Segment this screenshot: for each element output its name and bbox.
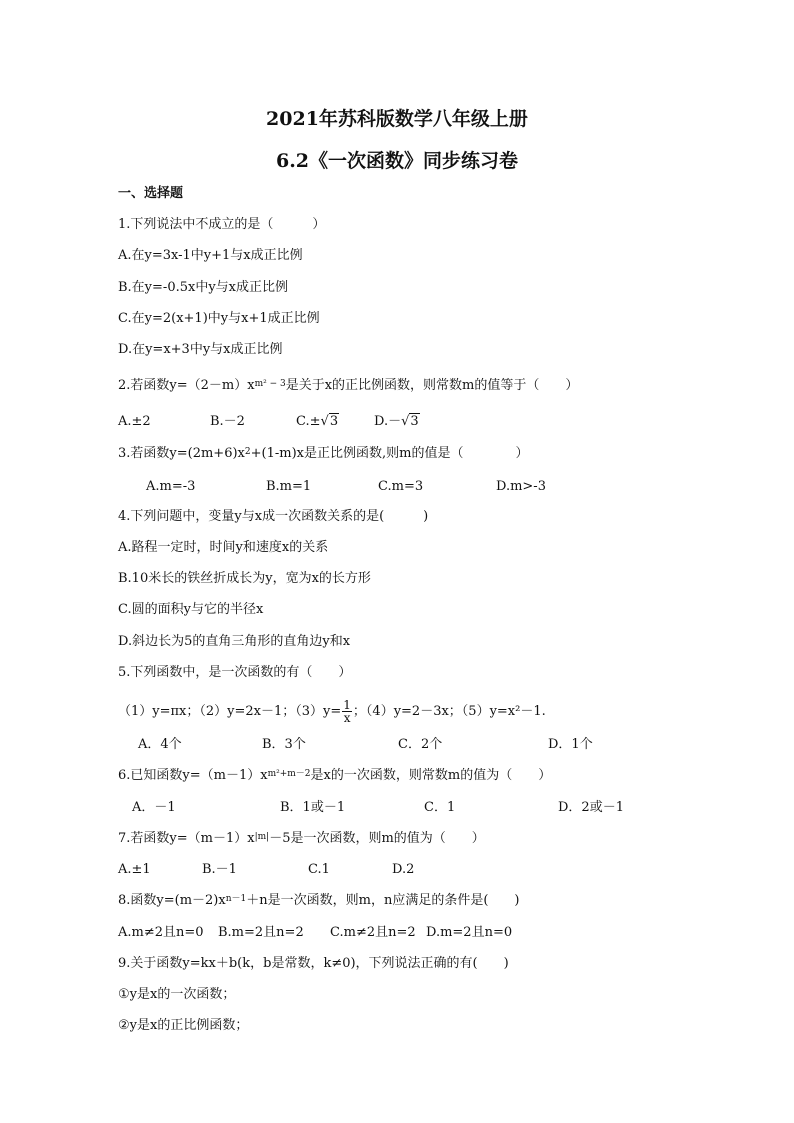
question-3-option-d: D.m>-3 [496, 479, 546, 494]
question-8-option-c: C.m≠2且n=2 [330, 925, 416, 940]
question-6-option-d: D．2或－1 [558, 800, 624, 815]
question-2-option-a: A.±2 [118, 414, 151, 429]
question-4-stem: 4.下列问题中，变量y与x成一次函数关系的是( ) [118, 509, 429, 524]
question-7-exponent: |m| [254, 832, 270, 842]
question-5-option-d: D．1个 [548, 737, 593, 752]
question-3-stem-start: 3.若函数y=(2m+6)x [118, 446, 245, 461]
question-4-option-c: C.圆的面积y与它的半径x [118, 602, 264, 617]
question-3-exponent: 2 [244, 447, 251, 457]
fraction [342, 699, 352, 724]
question-7-option-d: D.2 [392, 862, 415, 877]
fraction-denominator: x [343, 711, 351, 725]
question-1-option-d: D.在y=x+3中y与x成正比例 [118, 342, 283, 357]
question-8-option-a: A.m≠2且n=0 [118, 925, 204, 940]
question-1-option-c: C.在y=2(x+1)中y与x+1成正比例 [118, 311, 320, 326]
question-6-exponent: m²+m－2 [267, 769, 311, 779]
question-5-items-end: ；（4）y=2－3x；（5）y=x²－1. [352, 704, 546, 719]
question-7-option-a: A.±1 [118, 862, 151, 877]
question-2-option-b: B.－2 [210, 414, 245, 429]
question-6-option-b: B．1或－1 [280, 800, 346, 815]
question-5-items [118, 699, 546, 724]
question-3-option-a: A.m=-3 [146, 479, 196, 494]
question-9-statement-2: ②y是x的正比例函数； [118, 1018, 249, 1033]
question-3-option-c: C.m=3 [378, 479, 424, 494]
radicand: 3 [329, 414, 339, 429]
sqrt-symbol: √3 [401, 414, 419, 429]
question-3-stem [118, 446, 528, 463]
question-8-stem-end: ＋n是一次函数，则m，n应满足的条件是( ) [246, 893, 520, 908]
fraction-numerator: 1 [343, 698, 351, 712]
question-6-stem-end: 是x的一次函数，则常数m的值为（ ） [310, 768, 552, 783]
question-7-stem-start: 7.若函数y=（m－1）x [118, 831, 255, 846]
section-heading: 一、选择题 [118, 186, 184, 201]
question-3-stem-end: +(1-m)x是正比例函数,则m的值是（ ） [250, 446, 529, 461]
question-2-stem-end: 是关于x的正比例函数，则常数m的值等于（ ） [285, 378, 579, 393]
question-7-stem-end: －5是一次函数，则m的值为（ ） [269, 831, 485, 846]
question-7-option-b: B.－1 [202, 862, 237, 877]
question-1-option-a: A.在y=3x-1中y+1与x成正比例 [118, 248, 303, 263]
question-5-option-a: A．4个 [138, 737, 182, 752]
question-3-option-b: B.m=1 [266, 479, 312, 494]
question-5-items-start: （1）y=πx；（2）y=2x－1；（3）y= [118, 704, 342, 719]
question-8-stem [118, 893, 519, 910]
question-5-stem: 5.下列函数中，是一次函数的有（ ） [118, 665, 352, 680]
question-2-option-d-prefix: D.－ [374, 414, 402, 429]
question-5-option-b: B．3个 [262, 737, 306, 752]
question-2-stem-start: 2.若函数y=（2－m）x [118, 378, 255, 393]
question-2-option-c-prefix: C.± [296, 414, 321, 429]
question-8-option-b: B.m=2且n=2 [218, 925, 304, 940]
sqrt-symbol: √3 [320, 414, 339, 429]
question-4-option-d: D.斜边长为5的直角三角形的直角边y和x [118, 634, 351, 649]
question-6-stem-start: 6.已知函数y=（m－1）x [118, 768, 268, 783]
question-6-option-a: A．－1 [132, 800, 176, 815]
question-9-stem: 9.关于函数y=kx＋b(k，b是常数，k≠0)，下列说法正确的有( ) [118, 956, 509, 971]
question-6-option-c: C．1 [424, 800, 456, 815]
question-8-option-d: D.m=2且n=0 [426, 925, 513, 940]
question-8-stem-start: 8.函数y=(m－2)x [118, 893, 226, 908]
question-5-option-c: C．2个 [398, 737, 443, 752]
question-7-stem [118, 831, 485, 848]
question-9-statement-1: ①y是x的一次函数； [118, 987, 236, 1002]
question-1-option-b: B.在y=-0.5x中y与x成正比例 [118, 280, 288, 295]
question-2-exponent: m² − 3 [254, 379, 286, 389]
question-2-option-d [374, 414, 420, 430]
document-title: 2021年苏科版数学八年级上册 [266, 108, 528, 130]
question-4-option-b: B.10米长的铁丝折成长为y，宽为x的长方形 [118, 571, 371, 586]
question-2-option-c [296, 414, 339, 430]
document-subtitle: 6.2《一次函数》同步练习卷 [275, 150, 519, 172]
radicand: 3 [410, 414, 419, 429]
question-7-option-c: C.1 [308, 862, 330, 877]
question-2-stem [118, 378, 578, 395]
question-4-option-a: A.路程一定时，时间y和速度x的关系 [118, 540, 329, 555]
question-1-stem: 1.下列说法中不成立的是（ ） [118, 217, 326, 232]
question-8-exponent: n－1 [225, 894, 247, 904]
question-6-stem [118, 768, 551, 785]
